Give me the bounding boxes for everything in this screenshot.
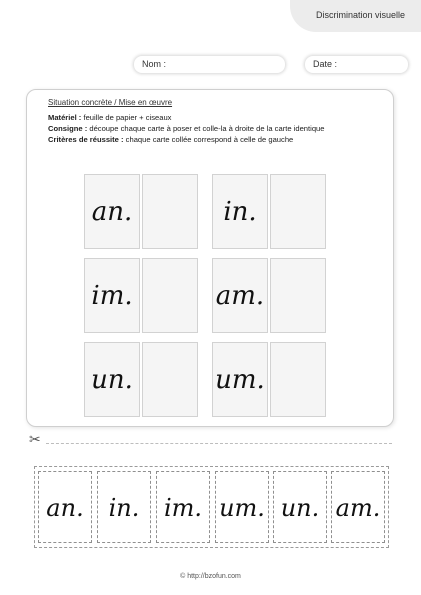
cutout-card[interactable]: [97, 471, 151, 543]
paste-slot[interactable]: [142, 342, 198, 417]
cutout-card[interactable]: [38, 471, 92, 543]
header-tab: [290, 0, 421, 32]
model-card-in: [212, 174, 268, 249]
paste-slot[interactable]: [142, 174, 198, 249]
situation-heading: Situation concrète / Mise en œuvre: [48, 98, 173, 107]
name-label: Nom :: [142, 59, 167, 69]
consigne-line: [48, 124, 324, 133]
cut-line: [46, 443, 392, 444]
page-title: Discrimination visuelle: [316, 10, 406, 20]
card-word: an.: [46, 494, 84, 522]
model-card-um: [212, 342, 268, 417]
card-word: im.: [91, 281, 133, 311]
date-label: Date :: [313, 59, 338, 69]
card-word: un.: [91, 365, 133, 395]
footer-credit: © http://bzofun.com: [180, 573, 241, 580]
card-word: um.: [219, 494, 265, 522]
card-word: im.: [163, 494, 203, 522]
date-field[interactable]: [305, 56, 408, 73]
consigne-label: Consigne :: [48, 124, 88, 133]
model-card-im: [84, 258, 140, 333]
paste-slot[interactable]: [270, 174, 326, 249]
card-word: in.: [223, 197, 257, 227]
name-field[interactable]: [134, 56, 285, 73]
card-word: am.: [335, 494, 381, 522]
card-word: um.: [215, 365, 265, 395]
cutout-card[interactable]: [215, 471, 269, 543]
model-card-am: [212, 258, 268, 333]
materiel-line: [48, 113, 171, 122]
paste-slot[interactable]: [142, 258, 198, 333]
model-card-un: [84, 342, 140, 417]
card-word: un.: [280, 494, 320, 522]
paste-slot[interactable]: [270, 342, 326, 417]
card-word: am.: [215, 281, 265, 311]
cutout-card[interactable]: [331, 471, 385, 543]
paste-slot[interactable]: [270, 258, 326, 333]
cutout-card[interactable]: [156, 471, 210, 543]
materiel-text: feuille de papier + ciseaux: [81, 113, 172, 122]
scissors-icon: ✂: [29, 431, 41, 447]
consigne-text: découpe chaque carte à poser et colle-la à droite de la carte identique: [87, 124, 325, 133]
cutout-card[interactable]: [273, 471, 327, 543]
criteres-text: chaque carte collée correspond à celle de gauche: [123, 135, 294, 144]
criteres-label: Critères de réussite :: [48, 135, 124, 144]
card-word: an.: [91, 197, 133, 227]
card-word: in.: [108, 494, 140, 522]
model-card-an: [84, 174, 140, 249]
criteres-line: [48, 135, 293, 144]
materiel-label: Matériel :: [48, 113, 82, 122]
